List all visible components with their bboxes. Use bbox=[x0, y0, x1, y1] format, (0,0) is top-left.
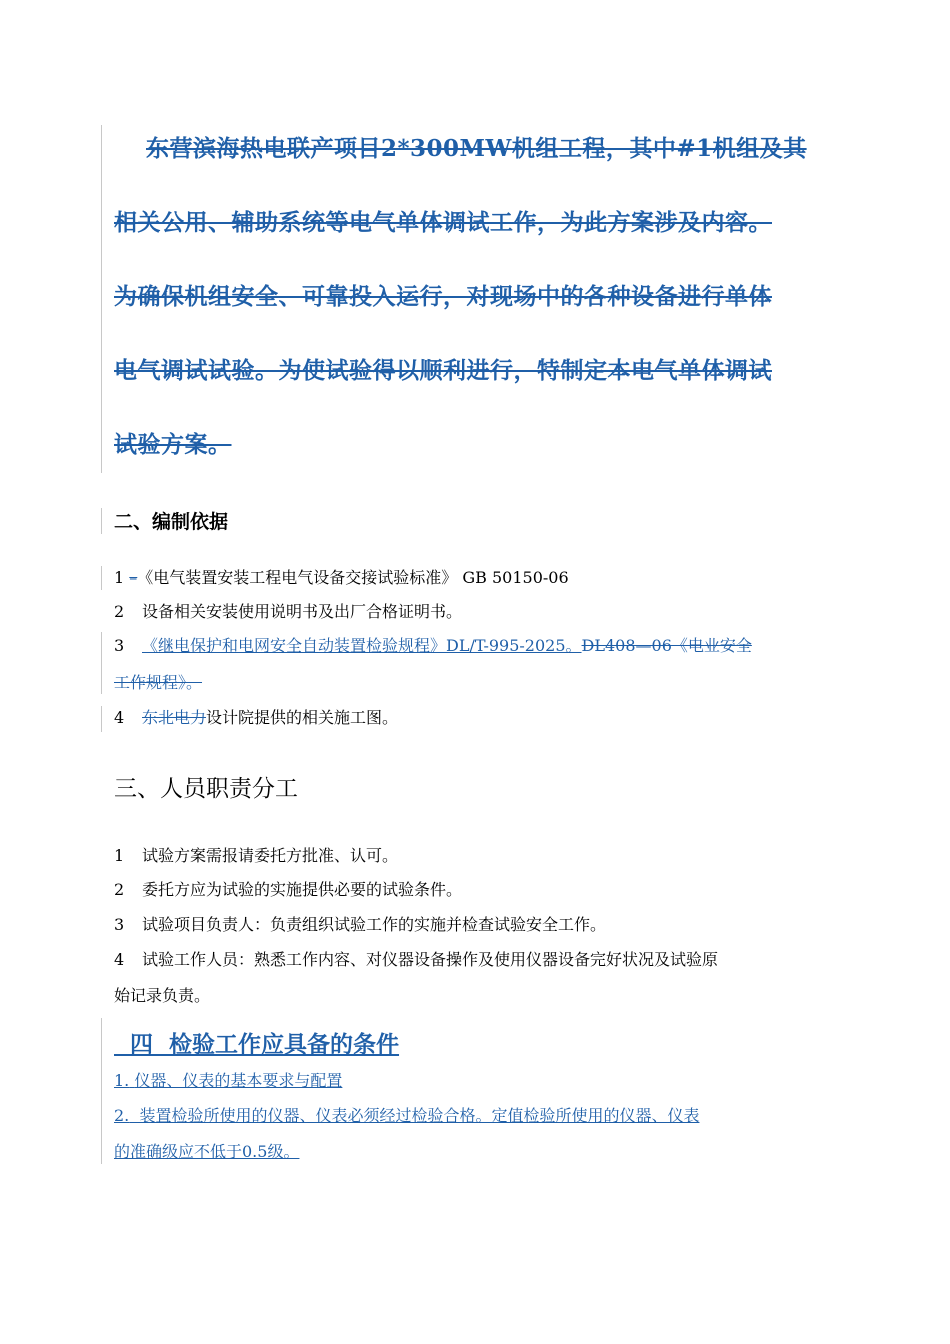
list-item bbox=[114, 908, 830, 942]
item-number: 2. bbox=[114, 1106, 130, 1125]
list-item bbox=[114, 943, 830, 977]
item-text: 始记录负责。 bbox=[114, 986, 211, 1005]
intro-line: 东营滨海热电联产项目2*300MW机组工程，其中#1机组及其 bbox=[146, 135, 807, 162]
intro-line: 相关公用、辅助系统等电气单体调试工作，为此方案涉及内容。 bbox=[114, 209, 772, 236]
item-text-deleted: DL408—06《电业安全 bbox=[581, 636, 752, 655]
item-text: 试验工作人员：熟悉工作内容、对仪器设备操作及使用仪器设备完好状况及试验原 bbox=[142, 950, 719, 969]
item-text: 委托方应为试验的实施提供必要的试验条件。 bbox=[142, 880, 463, 899]
item-number: 4 bbox=[114, 950, 125, 969]
item-text: 试验方案需报请委托方批准、认可。 bbox=[142, 846, 399, 865]
item-number: 3 bbox=[114, 915, 125, 934]
change-bar bbox=[101, 566, 102, 590]
list-item bbox=[114, 873, 830, 907]
list-item bbox=[114, 595, 830, 629]
item-text: 《电气装置安装工程电气设备交接试验标准》 GB 50150-06 bbox=[137, 568, 569, 587]
item-text: 设备相关安装使用说明书及出厂合格证明书。 bbox=[142, 602, 463, 621]
item-text: 仪器、仪表的基本要求与配置 bbox=[134, 1071, 343, 1090]
intro-paragraph bbox=[114, 112, 830, 482]
list-item bbox=[114, 629, 830, 663]
item-number: 2 bbox=[114, 602, 125, 621]
list-item bbox=[114, 839, 830, 873]
change-bar bbox=[101, 508, 102, 534]
intro-line: 电气调试试验。为使试验得以顺利进行，特制定本电气单体调试 bbox=[114, 357, 772, 384]
intro-line: 为确保机组安全、可靠投入运行，对现场中的各种设备进行单体 bbox=[114, 283, 772, 310]
change-bar bbox=[101, 1018, 102, 1164]
item-number: 2 bbox=[114, 880, 125, 899]
item-text-deleted: 东北电力 bbox=[142, 708, 207, 727]
item-text: 试验项目负责人：负责组织试验工作的实施并检查试验安全工作。 bbox=[142, 915, 607, 934]
item-text: 的准确级应不低于0.5级。 bbox=[114, 1142, 300, 1161]
list-item-continuation bbox=[114, 979, 830, 1013]
item-number: 1 bbox=[114, 568, 125, 587]
item-number: 1 bbox=[114, 846, 125, 865]
item-text: 装置检验所使用的仪器、仪表必须经过检验合格。定值检验所使用的仪器、仪表 bbox=[129, 1106, 700, 1125]
change-bar bbox=[101, 125, 102, 473]
item-text-deleted: 工作规程》。 bbox=[114, 673, 203, 692]
change-bar bbox=[101, 632, 102, 694]
section-heading: 三、人员职责分工 bbox=[114, 776, 298, 802]
section-heading bbox=[114, 1026, 830, 1059]
list-item bbox=[114, 701, 830, 735]
change-bar bbox=[101, 706, 102, 732]
item-text: 设计院提供的相关施工图。 bbox=[206, 708, 399, 727]
list-item bbox=[114, 1064, 830, 1098]
item-prefix-deleted: – bbox=[129, 568, 138, 587]
intro-line: 试验方案。 bbox=[114, 431, 232, 458]
item-number: 4 bbox=[114, 708, 125, 727]
list-item-continuation bbox=[114, 666, 830, 700]
section-title-text: 四 检验工作应具备的条件 bbox=[130, 1031, 400, 1058]
section-heading: 二、编制依据 bbox=[114, 511, 229, 533]
item-number: 1. bbox=[114, 1071, 130, 1090]
item-text-inserted: 《继电保护和电网安全自动装置检验规程》DL/T-995-2025。 bbox=[142, 636, 582, 655]
list-item-continuation bbox=[114, 1135, 830, 1169]
item-number: 3 bbox=[114, 636, 125, 655]
list-item bbox=[114, 561, 830, 595]
list-item bbox=[114, 1099, 830, 1133]
